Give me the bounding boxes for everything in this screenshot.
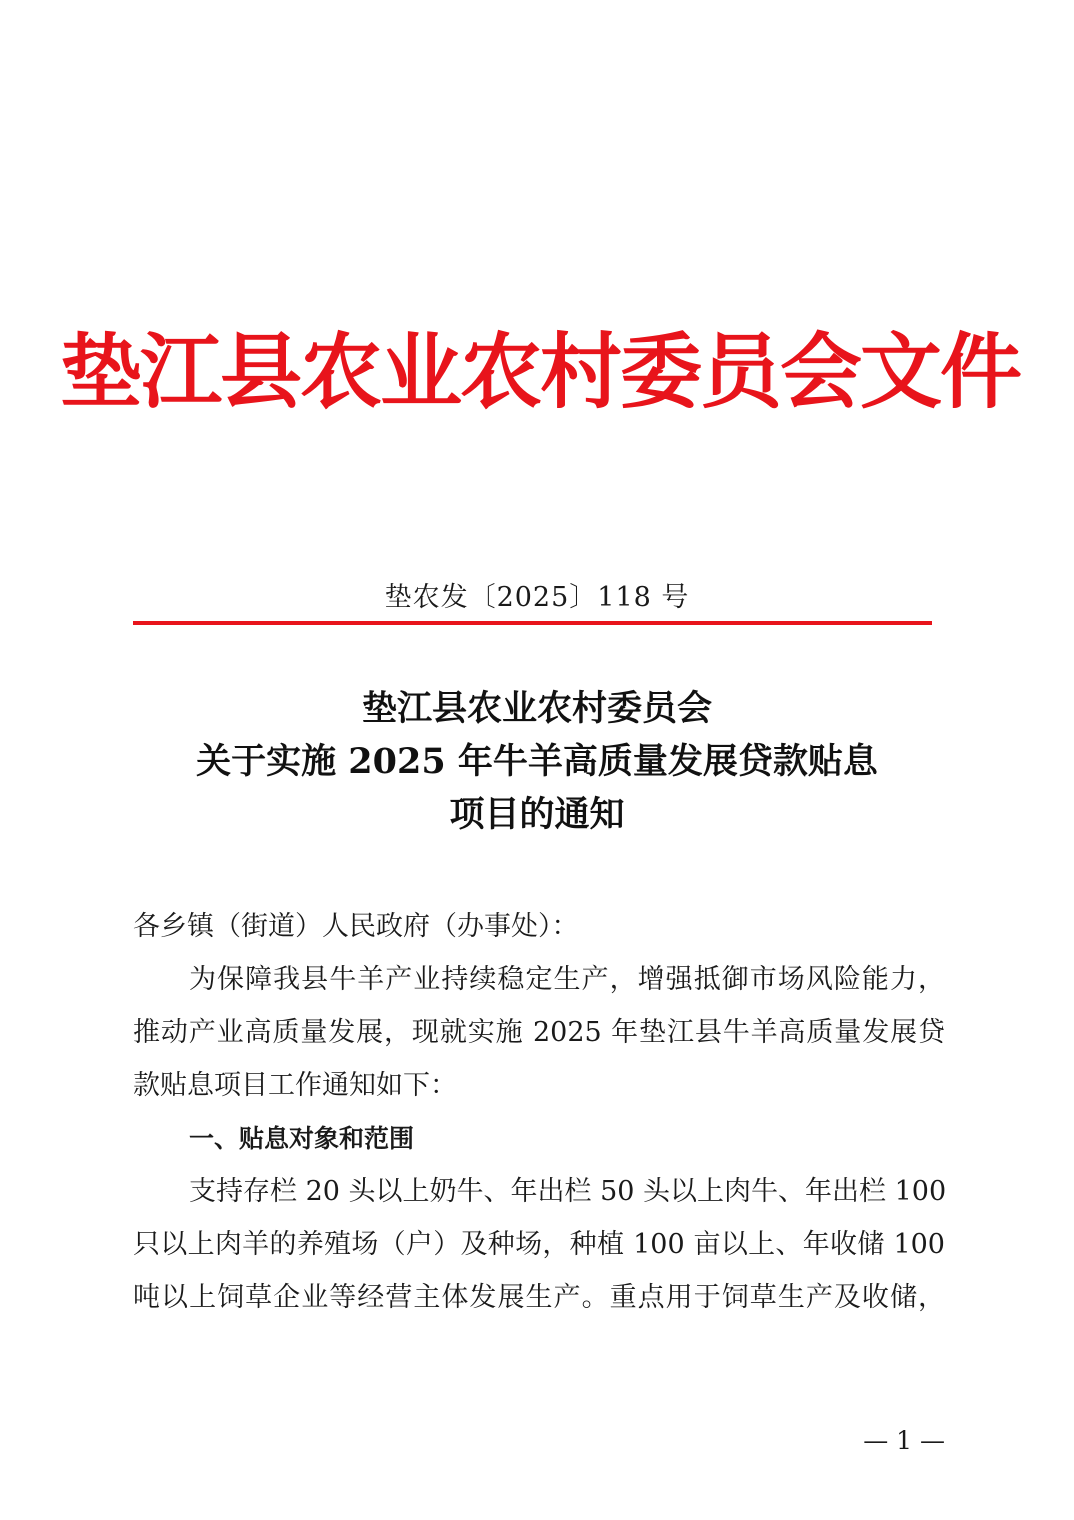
title-line-1: 垫江县农业农村委员会 xyxy=(361,688,712,729)
red-separator-line xyxy=(133,621,932,625)
title-line-3: 项目的通知 xyxy=(449,794,625,835)
section-heading: 一、贴息对象和范围 xyxy=(189,1124,415,1153)
document-body xyxy=(133,900,945,1324)
paragraph-2-line: 只以上肉羊的养殖场（户）及种场，种植 100 亩以上、年收储 100 xyxy=(133,1229,945,1260)
paragraph-2-line: 支持存栏 20 头以上奶牛、年出栏 50 头以上肉牛、年出栏 100 xyxy=(189,1176,947,1207)
document-number: 垫农发〔2025〕118 号 xyxy=(384,582,690,613)
paragraph-2-line: 吨以上饲草企业等经营主体发展生产。重点用于饲草生产及收储， xyxy=(133,1282,945,1313)
document-title xyxy=(60,682,1014,841)
addressee: 各乡镇（街道）人民政府（办事处）： xyxy=(133,911,579,942)
document-masthead: 垫江县农业农村委员会文件 xyxy=(60,325,1021,420)
paragraph-1-line: 推动产业高质量发展，现就实施 2025 年垫江县牛羊高质量发展贷 xyxy=(133,1017,945,1048)
paragraph-1-line: 款贴息项目工作通知如下： xyxy=(133,1070,457,1101)
title-line-2: 关于实施 2025 年牛羊高质量发展贷款贴息 xyxy=(196,741,878,782)
paragraph-1-line: 为保障我县牛羊产业持续稳定生产，增强抵御市场风险能力， xyxy=(189,964,945,995)
page-number: — 1 — xyxy=(863,1426,945,1455)
